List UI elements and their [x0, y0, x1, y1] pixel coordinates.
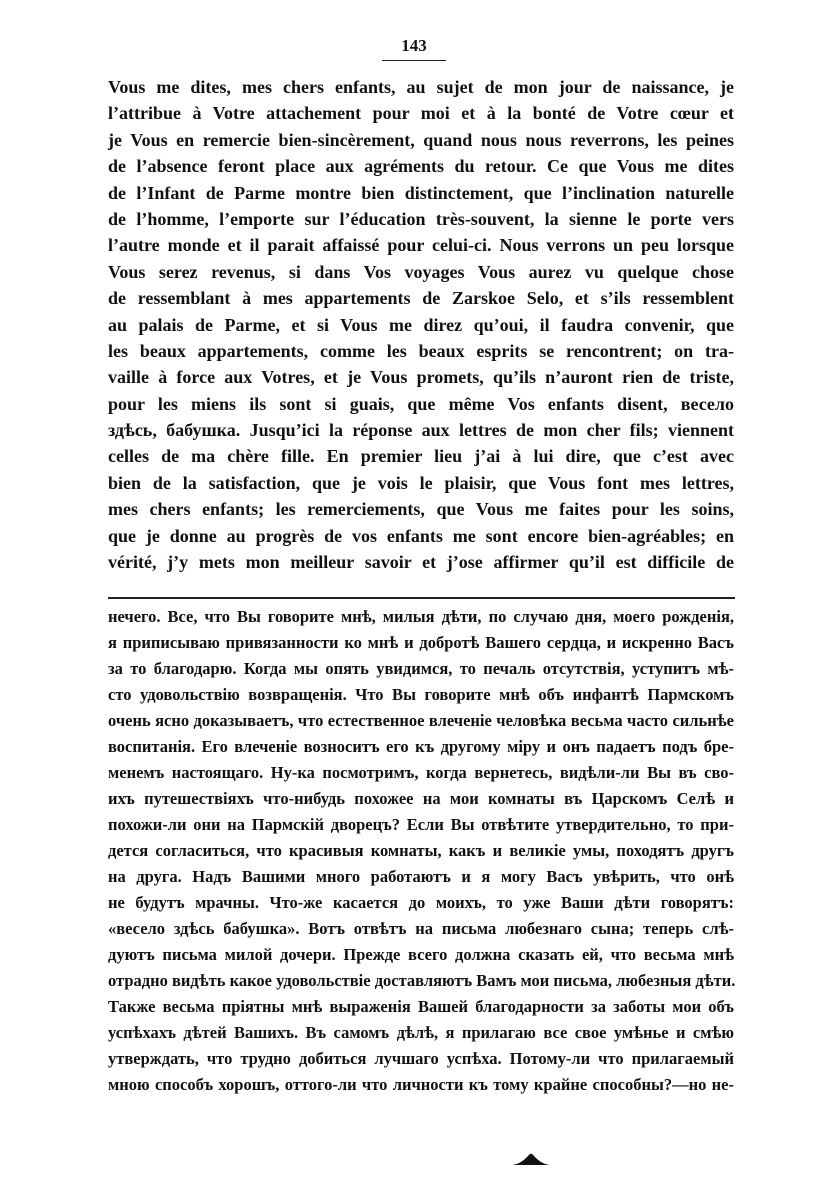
- french-text-line: vaille à force aux Votres, et je Vous promets, qu’ils n’auront rien de triste,: [108, 367, 734, 388]
- russian-text-line: я приписываю привязанности ко мнѣ и добротѣ Вашего сердца, и искренно Васъ: [108, 633, 734, 652]
- section-divider: [108, 597, 735, 599]
- page-number-underline: [382, 60, 446, 61]
- french-text-line: de l’homme, l’emporte sur l’éducation très-souvent, la sienne le porte vers: [108, 208, 734, 229]
- russian-text-line: утверждать, что трудно добиться лучшаго успѣха. Потому-ли что прилагаемый: [108, 1049, 734, 1068]
- russian-text-line: на друга. Надъ Вашими много работаютъ и я могу Васъ увѣрить, что онѣ: [108, 867, 734, 886]
- russian-text-line: дуютъ письма милой дочери. Прежде всего должна сказать ей, что весьма мнѣ: [108, 945, 734, 964]
- french-text-line: au palais de Parme, et si Vous me direz qu’oui, il faudra convenir, que: [108, 314, 734, 335]
- french-text-line: vérité, j’y mets mon meilleur savoir et j’ose affirmer qu’il est difficile de: [108, 552, 734, 573]
- russian-text-line: воспитанія. Его влеченіе возноситъ его къ другому міру и онъ падаетъ подъ бре-: [108, 737, 734, 756]
- russian-text-line: нечего. Все, что Вы говорите мнѣ, милыя дѣти, по случаю дня, моего рожденія,: [108, 607, 734, 626]
- french-text-line: celles de ma chère fille. En premier lieu j’ai à lui dire, que c’est avec: [108, 446, 734, 467]
- french-text-line: Vous serez revenus, si dans Vos voyages Vous aurez vu quelque chose: [108, 261, 734, 282]
- russian-text-line: за то благодарю. Когда мы опять увидимся, то печаль отсутствія, уступитъ мѣ-: [108, 659, 734, 678]
- ornament-icon: [512, 1152, 550, 1166]
- russian-text-line: менемъ настоящаго. Ну-ка посмотримъ, когда вернетесь, видѣли-ли Вы въ сво-: [108, 763, 734, 782]
- russian-text-line: очень ясно доказываетъ, что естественное влеченіе человѣка весьма часто сильнѣе: [108, 711, 734, 730]
- russian-text-line: Также весьма пріятны мнѣ выраженія Вашей благодарности за заботы мои объ: [108, 997, 734, 1016]
- french-text-line: de l’absence feront place aux agréments du retour. Ce que Vous me dites: [108, 156, 734, 177]
- russian-text-line: сто удовольствію возвращенія. Что Вы говорите мнѣ объ инфантѣ Пармскомъ: [108, 685, 734, 704]
- russian-text-line: мною способъ хорошъ, оттого-ли что личности къ тому крайне способны?—но не-: [108, 1075, 734, 1094]
- french-text-line: pour les miens ils sont si guais, que même Vos enfants disent, весело: [108, 393, 734, 414]
- russian-text-line: ихъ путешествіяхъ что-нибудь похожее на мои комнаты въ Царскомъ Селѣ и: [108, 789, 734, 808]
- french-text-line: je Vous en remercie bien-sincèrement, quand nous nous reverrons, les peines: [108, 129, 734, 150]
- russian-text-line: «весело здѣсь бабушка». Вотъ отвѣтъ на письма любезнаго сына; теперь слѣ-: [108, 919, 734, 938]
- french-text-line: Vous me dites, mes chers enfants, au sujet de mon jour de naissance, je: [108, 77, 734, 97]
- french-text-line: l’autre monde et il parait affaissé pour celui-ci. Nous verrons un peu lorsque: [108, 235, 734, 256]
- french-text-line: de ressemblant à mes appartements de Zarskoe Selo, et s’ils ressemblent: [108, 288, 734, 309]
- french-text-line: bien de la satisfaction, que je vois le plaisir, que Vous font mes lettres,: [108, 472, 734, 493]
- russian-text-line: отрадно видѣть какое удовольствіе доставляютъ Вамъ мои письма, любезныя дѣти.: [108, 971, 736, 990]
- russian-text-line: дется согласиться, что красивыя комнаты, какъ и великіе умы, походятъ другъ: [108, 841, 734, 860]
- russian-text-line: успѣхахъ дѣтей Вашихъ. Въ самомъ дѣлѣ, я прилагаю все свое умѣнье и смѣю: [108, 1023, 734, 1042]
- french-text-line: de l’Infant de Parme montre bien distinctement, que l’inclination naturelle: [108, 182, 734, 203]
- french-text-line: l’attribue à Votre attachement pour moi et à la bonté de Votre cœur et: [108, 103, 734, 124]
- russian-translation-block: [108, 604, 734, 1098]
- french-text-line: les beaux appartements, comme les beaux esprits se rencontrent; on tra-: [108, 340, 734, 361]
- french-text-line: que je donne au progrès de vos enfants me sont encore bien-agréables; en: [108, 525, 734, 546]
- page-number: 143: [401, 36, 427, 55]
- french-text-line: mes chers enfants; les remerciements, que Vous me faites pour les soins,: [108, 499, 734, 520]
- russian-text-line: не будутъ мрачны. Что-же касается до моихъ, то уже Ваши дѣти говорятъ:: [108, 893, 734, 912]
- french-text-line: здѣсь, бабушка. Jusqu’ici la réponse aux lettres de mon cher fils; viennent: [108, 420, 734, 441]
- french-text-block: [108, 74, 734, 575]
- russian-text-line: похожи-ли они на Пармскій дворецъ? Если Вы отвѣтите утвердительно, то при-: [108, 815, 734, 834]
